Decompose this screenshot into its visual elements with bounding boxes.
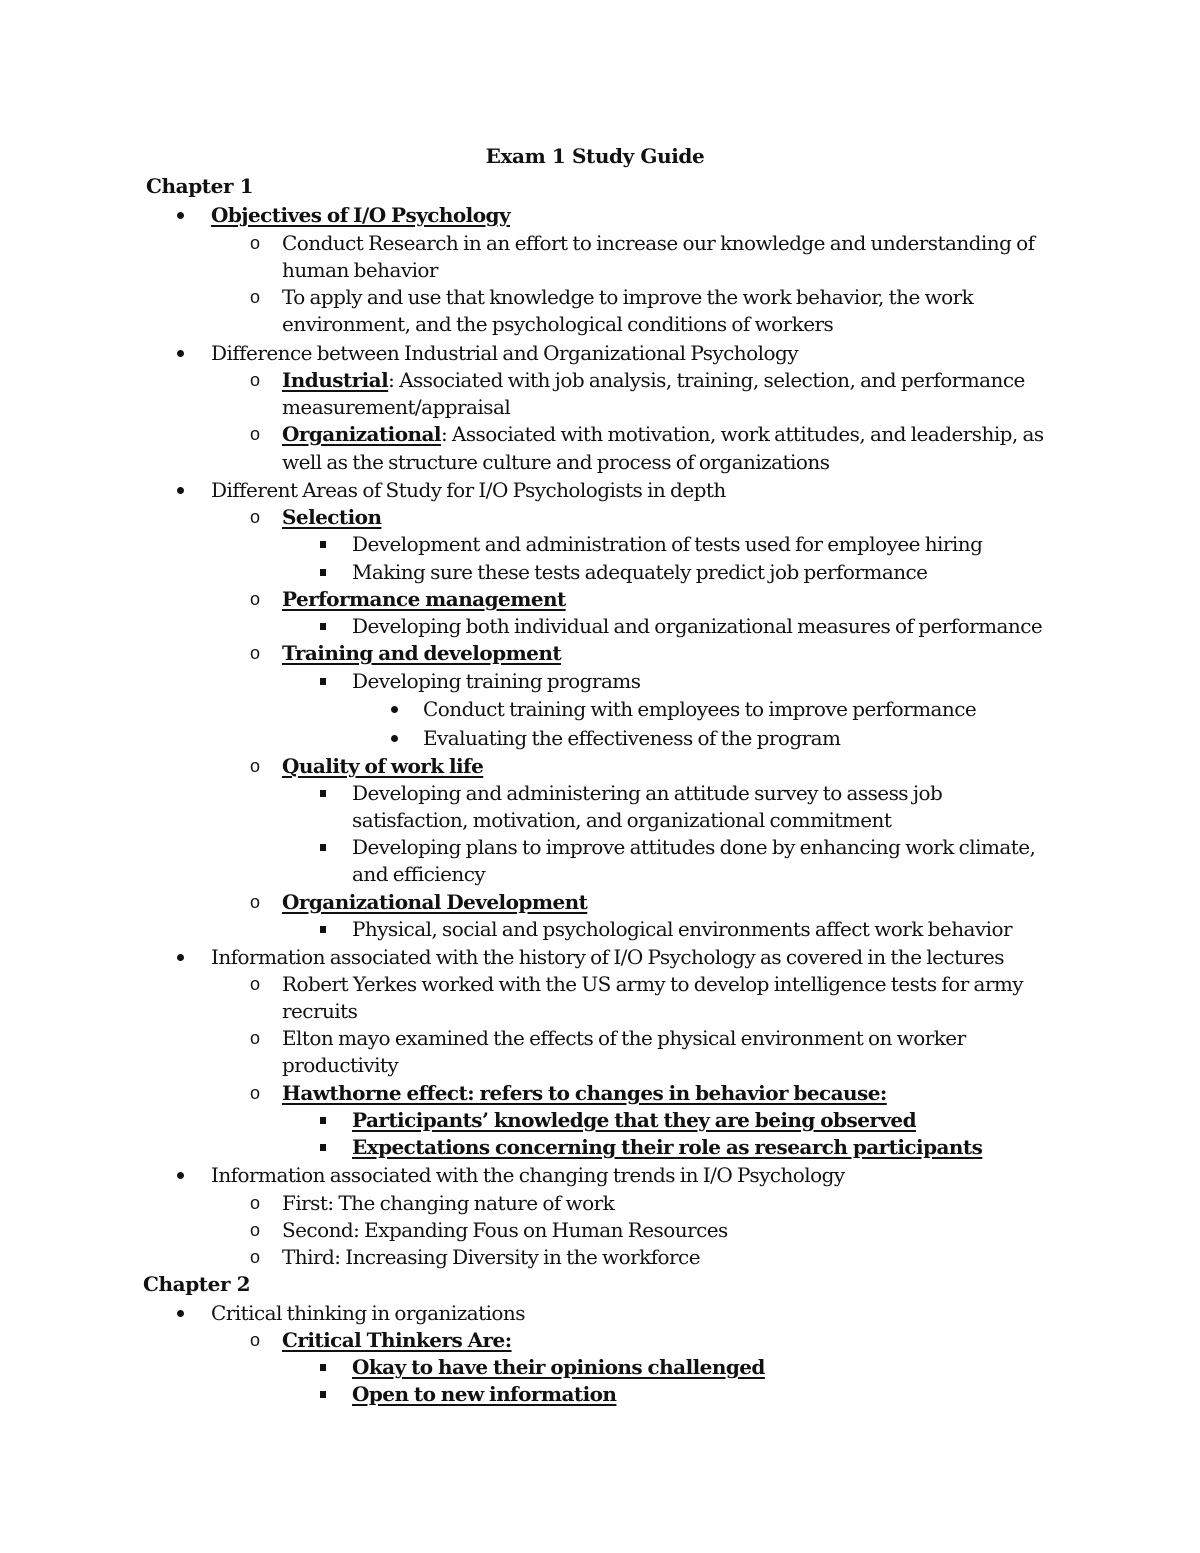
organizational-term: Organizational [282, 422, 441, 446]
bullet-circle-icon: o [249, 1028, 260, 1048]
organizational-text: : Associated with motivation, work attitudes, and leadership, as [440, 422, 1044, 446]
bullet-dot-icon [384, 725, 404, 752]
trends-item-1: First: The changing nature of work [282, 1191, 615, 1215]
bullet-dot-icon [170, 477, 190, 504]
industrial-text: : Associated with job analysis, training, selection, and performance [388, 368, 1025, 392]
difference-heading: Difference between Industrial and Organizational Psychology [211, 341, 798, 365]
trends-item-2: Second: Expanding Fous on Human Resources [282, 1218, 728, 1242]
selection-heading: Selection [282, 505, 382, 529]
bullet-square-icon [313, 916, 333, 943]
bullet-square-icon [313, 1107, 333, 1134]
hawthorne-item-1: Participants’ knowledge that they are being observed [352, 1108, 917, 1132]
mayo-line2: productivity [282, 1053, 399, 1077]
mayo-line1: Elton mayo examined the effects of the physical environment on worker [282, 1026, 966, 1050]
bullet-square-icon [313, 1381, 333, 1408]
training-sub-1: Conduct training with employees to improve performance [423, 697, 977, 721]
bullet-circle-icon: o [249, 1193, 260, 1213]
quality-item-1-line1: Developing and administering an attitude survey to assess job [352, 781, 943, 805]
history-heading: Information associated with the history of I/O Psychology as covered in the lectures [211, 945, 1004, 969]
organizational-definition-line1 [282, 421, 1044, 448]
bullet-dot-icon [170, 1162, 190, 1189]
bullet-circle-icon: o [249, 233, 260, 253]
selection-item-2: Making sure these tests adequately predict job performance [352, 560, 928, 584]
bullet-dot-icon [384, 696, 404, 723]
bullet-square-icon [313, 531, 333, 558]
industrial-term: Industrial [282, 368, 389, 392]
bullet-square-icon [313, 780, 333, 807]
bullet-square-icon [313, 559, 333, 586]
performance-item-1: Developing both individual and organizational measures of performance [352, 614, 1043, 638]
chapter-1-heading: Chapter 1 [146, 174, 254, 198]
performance-heading: Performance management [282, 587, 566, 611]
thinkers-heading: Critical Thinkers Are: [282, 1328, 512, 1352]
bullet-circle-icon: o [249, 643, 260, 663]
bullet-circle-icon: o [249, 507, 260, 527]
training-heading: Training and development [282, 641, 562, 665]
orgdev-item-1: Physical, social and psychological environments affect work behavior [352, 917, 1013, 941]
critical-heading: Critical thinking in organizations [211, 1301, 525, 1325]
objective-research-line2: human behavior [282, 258, 438, 282]
quality-item-2-line2: and efficiency [352, 862, 486, 886]
organizational-definition-line2: well as the structure culture and process of organizations [282, 450, 830, 474]
bullet-circle-icon: o [249, 1083, 260, 1103]
bullet-square-icon [313, 834, 333, 861]
industrial-definition-line2: measurement/appraisal [282, 395, 511, 419]
bullet-circle-icon: o [249, 756, 260, 776]
trends-heading: Information associated with the changing trends in I/O Psychology [211, 1163, 845, 1187]
hawthorne-item-2: Expectations concerning their role as research participants [352, 1135, 983, 1159]
bullet-circle-icon: o [249, 287, 260, 307]
areas-heading: Different Areas of Study for I/O Psychologists in depth [211, 478, 726, 502]
bullet-square-icon [313, 613, 333, 640]
bullet-circle-icon: o [249, 1247, 260, 1267]
document-title: Exam 1 Study Guide [485, 144, 705, 168]
bullet-square-icon [313, 668, 333, 695]
bullet-circle-icon: o [249, 370, 260, 390]
hawthorne-heading: Hawthorne effect: refers to changes in behavior because: [282, 1081, 887, 1105]
bullet-circle-icon: o [249, 974, 260, 994]
thinkers-item-2: Open to new information [352, 1382, 617, 1406]
thinkers-item-1: Okay to have their opinions challenged [352, 1355, 765, 1379]
training-item-1: Developing training programs [352, 669, 641, 693]
bullet-circle-icon: o [249, 589, 260, 609]
bullet-dot-icon [170, 340, 190, 367]
quality-item-2-line1: Developing plans to improve attitudes done by enhancing work climate, [352, 835, 1036, 859]
industrial-definition-line1 [282, 367, 1025, 394]
bullet-circle-icon: o [249, 1220, 260, 1240]
orgdev-heading: Organizational Development [282, 890, 588, 914]
bullet-dot-icon [170, 202, 190, 229]
objectives-heading: Objectives of I/O Psychology [211, 203, 511, 227]
trends-item-3: Third: Increasing Diversity in the workforce [282, 1245, 700, 1269]
yerkes-line2: recruits [282, 999, 358, 1023]
bullet-circle-icon: o [249, 1330, 260, 1350]
bullet-circle-icon: o [249, 892, 260, 912]
quality-heading: Quality of work life [282, 754, 484, 778]
bullet-dot-icon [170, 1300, 190, 1327]
yerkes-line1: Robert Yerkes worked with the US army to develop intelligence tests for army [282, 972, 1024, 996]
bullet-square-icon [313, 1354, 333, 1381]
selection-item-1: Development and administration of tests used for employee hiring [352, 532, 983, 556]
objective-apply-line1: To apply and use that knowledge to improve the work behavior, the work [282, 285, 974, 309]
quality-item-1-line2: satisfaction, motivation, and organizational commitment [352, 808, 892, 832]
objective-apply-line2: environment, and the psychological conditions of workers [282, 312, 834, 336]
bullet-square-icon [313, 1134, 333, 1161]
bullet-dot-icon [170, 944, 190, 971]
bullet-circle-icon: o [249, 424, 260, 444]
chapter-2-heading: Chapter 2 [143, 1272, 251, 1296]
training-sub-2: Evaluating the effectiveness of the program [423, 726, 841, 750]
objective-research-line1: Conduct Research in an effort to increase our knowledge and understanding of [282, 231, 1035, 255]
